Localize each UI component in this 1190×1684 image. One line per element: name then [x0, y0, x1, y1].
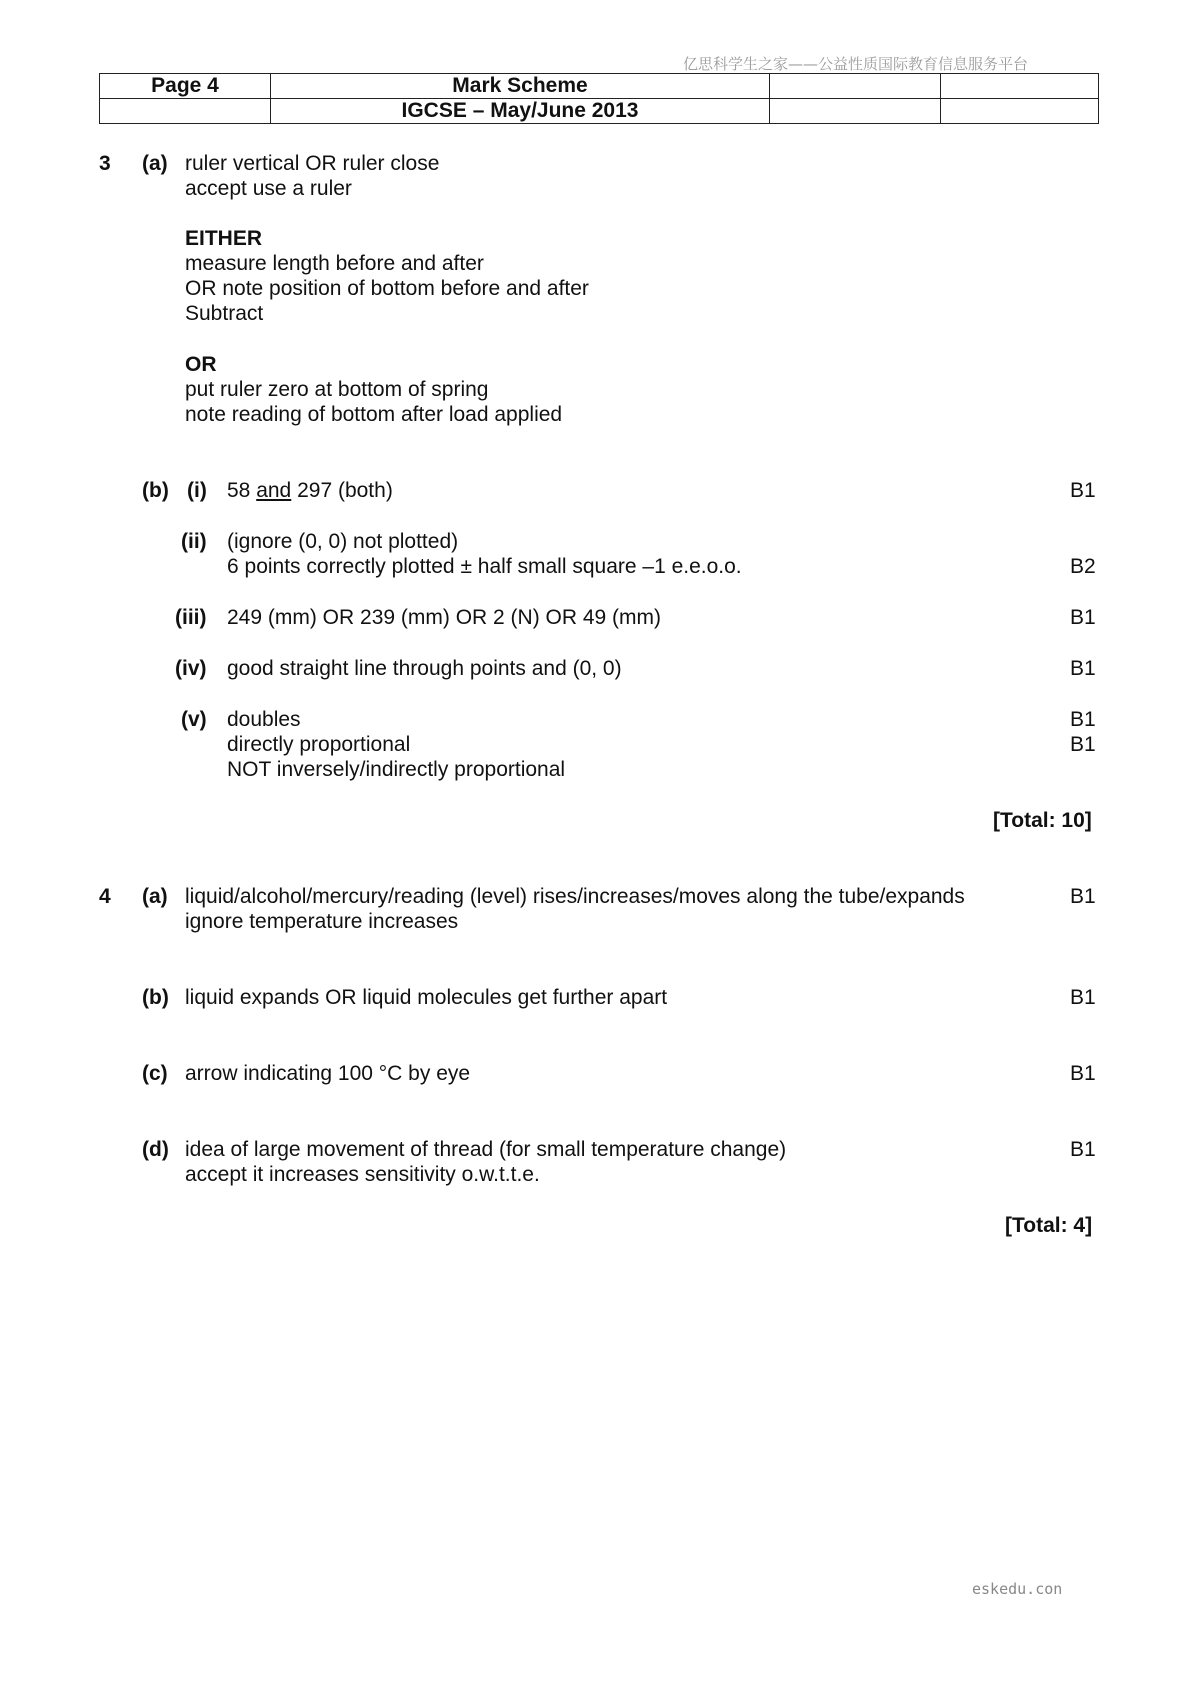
- subpart-label: (i): [187, 479, 207, 502]
- answer-text: (ignore (0, 0) not plotted): [227, 530, 459, 553]
- answer-text: measure length before and after: [185, 252, 484, 275]
- answer-text: ruler vertical OR ruler close: [185, 152, 440, 175]
- mark: B1: [1070, 733, 1096, 756]
- answer-text: Subtract: [185, 302, 264, 325]
- part-label: (d): [142, 1138, 169, 1161]
- answer-text: accept it increases sensitivity o.w.t.t.e.: [185, 1163, 540, 1186]
- answer-text: 58 and 297 (both): [227, 479, 393, 502]
- mark: B2: [1070, 555, 1096, 578]
- header-empty-cell: [941, 74, 1099, 99]
- mark: B1: [1070, 986, 1096, 1009]
- answer-text: note reading of bottom after load applied: [185, 403, 563, 426]
- answer-text: good straight line through points and (0, 0): [227, 657, 622, 680]
- subpart-label: (iv): [175, 657, 207, 680]
- answer-text: put ruler zero at bottom of spring: [185, 378, 489, 401]
- footer-watermark: eskedu.con: [972, 1580, 1063, 1598]
- or-heading: OR: [185, 353, 217, 376]
- mark: B1: [1070, 606, 1096, 629]
- header-empty-cell: [100, 99, 271, 124]
- header-subtitle: IGCSE – May/June 2013: [271, 99, 770, 124]
- subpart-label: (v): [181, 708, 207, 731]
- answer-text: 6 points correctly plotted ± half small square –1 e.e.o.o.: [227, 555, 742, 578]
- answer-text: doubles: [227, 708, 301, 731]
- watermark: 亿思科学生之家——公益性质国际教育信息服务平台: [683, 55, 1029, 73]
- part-label: (b): [142, 479, 169, 502]
- question-number: 3: [99, 152, 111, 175]
- part-label: (a): [142, 152, 168, 175]
- part-label: (c): [142, 1062, 168, 1085]
- mark: B1: [1070, 479, 1096, 502]
- answer-text: NOT inversely/indirectly proportional: [227, 758, 566, 781]
- header-empty-cell: [770, 74, 941, 99]
- answer-text: OR note position of bottom before and after: [185, 277, 589, 300]
- header-table: [99, 73, 1099, 124]
- answer-text: directly proportional: [227, 733, 411, 756]
- mark: B1: [1070, 1062, 1096, 1085]
- answer-text: 249 (mm) OR 239 (mm) OR 2 (N) OR 49 (mm): [227, 606, 662, 629]
- subpart-label: (iii): [175, 606, 207, 629]
- mark: B1: [1070, 708, 1096, 731]
- header-title: Mark Scheme: [271, 74, 770, 99]
- header-page: Page 4: [100, 74, 271, 99]
- total: [Total: 4]: [1005, 1214, 1093, 1237]
- subpart-label: (ii): [181, 530, 207, 553]
- part-label: (b): [142, 986, 169, 1009]
- question-number: 4: [99, 885, 111, 908]
- header-empty-cell: [941, 99, 1099, 124]
- header-empty-cell: [770, 99, 941, 124]
- total: [Total: 10]: [993, 809, 1092, 832]
- either-heading: EITHER: [185, 227, 263, 250]
- answer-text: accept use a ruler: [185, 177, 352, 200]
- mark: B1: [1070, 1138, 1096, 1161]
- answer-text: arrow indicating 100 °C by eye: [185, 1062, 471, 1085]
- mark: B1: [1070, 885, 1096, 908]
- answer-text: ignore temperature increases: [185, 910, 459, 933]
- answer-text: liquid/alcohol/mercury/reading (level) rises/increases/moves along the tube/expands: [185, 885, 965, 908]
- answer-text: liquid expands OR liquid molecules get further apart: [185, 986, 668, 1009]
- mark: B1: [1070, 657, 1096, 680]
- answer-text: idea of large movement of thread (for small temperature change): [185, 1138, 787, 1161]
- part-label: (a): [142, 885, 168, 908]
